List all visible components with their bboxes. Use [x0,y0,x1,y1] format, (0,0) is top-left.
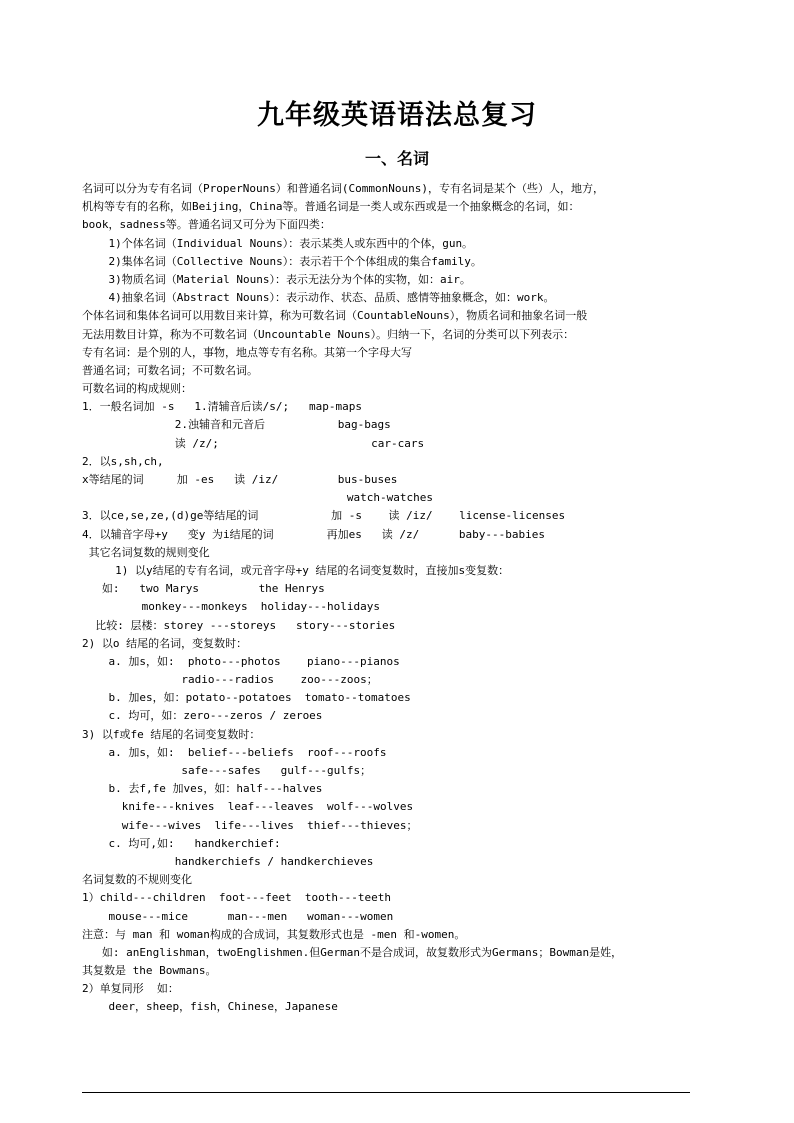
text-line: watch-watches [82,491,433,505]
section-heading: 一、名词 [364,149,429,168]
text-line: 2)集体名词（Collective Nouns）：表示若干个个体组成的集合family。 [82,254,482,268]
text-line: 读 /z/; car-cars [82,436,425,450]
text-line: 专有名词：是个别的人，事物，地点等专有名称。其第一个字母大写 [82,345,412,359]
text-line: 2）单复同形 如： [82,982,179,996]
text-line: 2) 以o 结尾的名词，变复数时： [82,636,248,650]
text-line: a. 加s，如: belief---beliefs roof---roofs [82,745,387,759]
text-line: safe---safes gulf---gulfs； [82,764,372,777]
text-line: 名词复数的不规则变化 [82,873,192,887]
text-line: 机构等专有的名称，如Beijing，China等。普通名词是一类人或东西或是一个抽象概念的名词，如： [82,200,580,214]
text-line: 2．以s,sh,ch, [82,454,164,468]
text-line: 其它名词复数的规则变化 [82,545,210,559]
page-title: 九年级英语语法总复习 [257,100,537,131]
footer-divider [82,1092,690,1093]
text-line: 无法用数目计算，称为不可数名词（Uncountable Nouns）。归纳一下，名词的分类可以下列表示： [82,327,575,341]
text-line: b. 加es，如：potato--potatoes tomato--tomatoes [82,691,411,705]
text-line: deer，sheep，fish，Chinese，Japanese [82,1000,338,1014]
text-line: 普通名词；可数名词；不可数名词。 [82,363,258,377]
text-line: 1) 以y结尾的专有名词，或元音字母+y 结尾的名词变复数时，直接加s变复数： [82,563,510,577]
text-line: 注意：与 man 和 woman构成的合成词，其复数形式也是 -men 和-women。 [82,927,466,941]
text-line: 1）child---children foot---feet tooth---teeth [82,891,392,905]
text-line: mouse---mice man---men woman---women [82,909,394,923]
text-line: 4．以辅音字母+y 变y 为i结尾的词 再加es 读 /z/ baby---babies [82,527,546,541]
text-line: 1)个体名词（Individual Nouns）：表示某类人或东西中的个体，gun。 [82,236,474,250]
text-line: 1．一般名词加 -s 1.清辅音后读/s/; map-maps [82,400,362,414]
text-line: b. 去f,fe 加ves，如：half---halves [82,782,323,796]
text-line: handkerchiefs / handkerchieves [82,854,374,868]
text-line: monkey---monkeys holiday---holidays [82,600,381,614]
text-line: 3．以ce,se,ze,(d)ge等结尾的词 加 -s 读 /iz/ license-licenses [82,509,566,523]
text-line: 4)抽象名词（Abstract Nouns）：表示动作、状态、品质、感情等抽象概念，如：work。 [82,291,555,305]
text-line: 名词可以分为专有名词（ProperNouns）和普通名词(CommonNouns)，专有名词是某个（些）人，地方， [82,182,604,195]
text-line: 2.浊辅音和元音后 bag-bags [82,418,391,432]
text-line: 3) 以f或fe 结尾的名词变复数时： [82,727,261,741]
text-line: 其复数是 the Bowmans。 [82,964,217,978]
text-line: wife---wives life---lives thief---thieves； [82,818,418,832]
document-body [82,180,714,1017]
text-line: 如: two Marys the Henrys [82,582,325,596]
text-line: 如: anEnglishman，twoEnglishmen.但German不是合成词，故复数形式为Germans；Bowman是姓， [82,945,623,959]
text-line: 3)物质名词（Material Nouns）：表示无法分为个体的实物，如：air。 [82,272,471,286]
text-line: c. 均可,如: handkerchief: [82,836,281,850]
text-line: x等结尾的词 加 -es 读 /iz/ bus-buses [82,473,398,486]
text-line: 比较: 层楼：storey ---storeys story---stories [82,618,396,632]
text-line: a. 加s，如: photo---photos piano---pianos [82,654,400,668]
text-line: c. 均可，如：zero---zeros / zeroes [82,709,323,723]
text-line: 个体名词和集体名词可以用数目来计算，称为可数名词（CountableNouns），物质名词和抽象名词一般 [82,309,588,323]
text-line: book，sadness等。普通名词又可分为下面四类： [82,218,331,232]
text-line: radio---radios zoo---zoos； [82,673,378,687]
text-line: knife---knives leaf---leaves wolf---wolves [82,800,414,814]
text-line: 可数名词的构成规则： [82,382,192,396]
